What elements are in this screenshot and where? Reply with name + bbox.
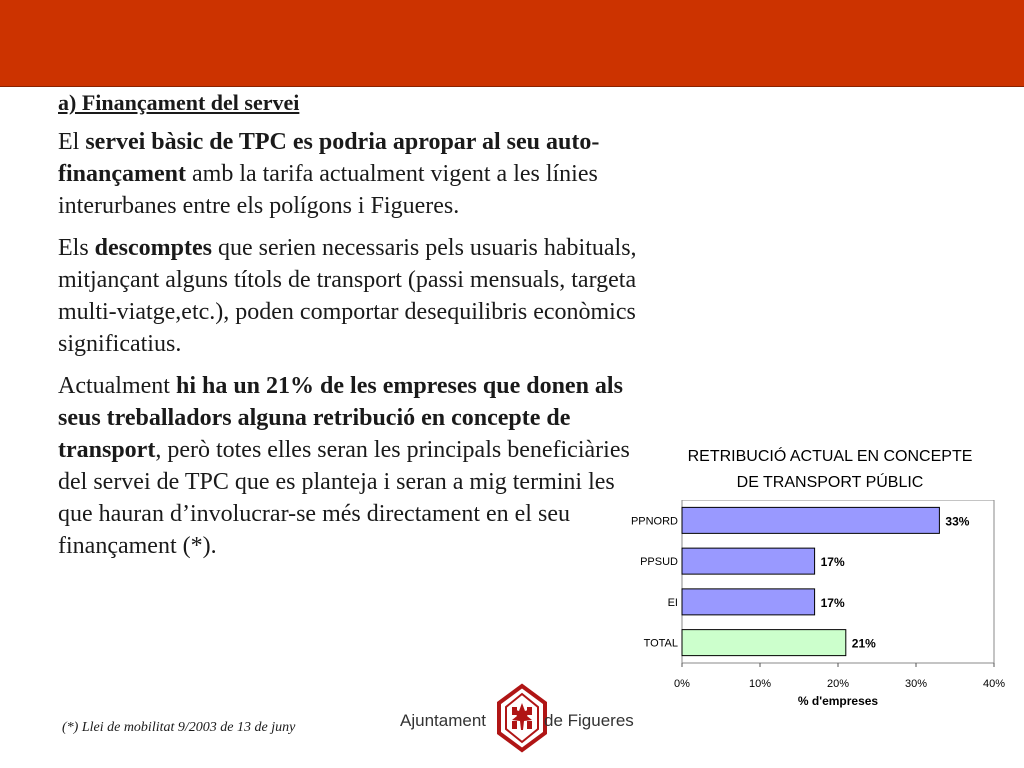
footnote: (*) Llei de mobilitat 9/2003 de 13 de juny (62, 720, 296, 735)
category-label-total: TOTAL (643, 637, 678, 650)
x-tick-label: 0% (674, 678, 690, 690)
p1-text-0: El (58, 129, 86, 155)
p2-text-0: Els (58, 235, 95, 261)
data-label-total: 21% (851, 636, 876, 651)
p2-bold: descomptes (94, 235, 212, 261)
paragraph-2 (58, 232, 638, 360)
p1-text-1: amb la tarifa actualment vigent a les línies interurbanes entre els polígons i Figueres. (58, 161, 598, 219)
x-tick-label: 10% (748, 678, 772, 690)
paragraph-3 (58, 370, 638, 562)
top-banner (0, 0, 1024, 87)
x-axis-label: % d'empreses (797, 694, 879, 708)
data-label-ei: 17% (820, 595, 845, 610)
city-emblem-icon (496, 683, 548, 753)
chart-title-line-2: DE TRANSPORT PÚBLIC (736, 474, 924, 491)
category-label-ei: EI (667, 596, 678, 609)
logo-text-right: de Figueres (544, 711, 634, 730)
bar-total (682, 630, 846, 656)
p1-bold: servei bàsic de TPC es podria apropar al seu auto-finançament (58, 129, 600, 187)
logo-text-left: Ajuntament (400, 711, 486, 730)
slide-content (58, 88, 638, 572)
bar-chart (620, 500, 1020, 715)
chart-title-line-1: RETRIBUCIÓ ACTUAL EN CONCEPTE (687, 448, 973, 465)
p2-text-1: que serien necessaris pels usuaris habituals, mitjançant alguns títols de transport (passi mensuals, targeta multi-viatge,etc.), poden comportar desequilibris econòmics significatius. (58, 235, 637, 357)
data-label-ppsud: 17% (820, 555, 845, 570)
city-logo (400, 683, 640, 753)
bar-ppnord (682, 507, 939, 533)
category-label-ppsud: PPSUD (640, 556, 678, 569)
data-label-ppnord: 33% (945, 514, 970, 529)
p3-bold: hi ha un 21% de les empreses que donen als seus treballadors alguna retribució en concepte de transport (58, 373, 623, 463)
x-tick-label: 20% (826, 678, 850, 690)
x-tick-label: 30% (904, 678, 928, 690)
paragraph-1 (58, 126, 638, 222)
p3-text-0: Actualment (58, 373, 176, 399)
bar-ei (682, 589, 815, 615)
category-label-ppnord: PPNORD (630, 515, 678, 528)
p3-text-1: , però totes elles seran les principals beneficiàries del servei de TPC que es planteja i seran a mig termini les que hauran d’involucrar-se més directament en el seu finançament (*). (58, 437, 630, 559)
chart-title (640, 444, 1020, 496)
section-heading: a) Finançament del servei (58, 90, 300, 115)
x-tick-label: 40% (982, 678, 1006, 690)
bar-ppsud (682, 548, 815, 574)
